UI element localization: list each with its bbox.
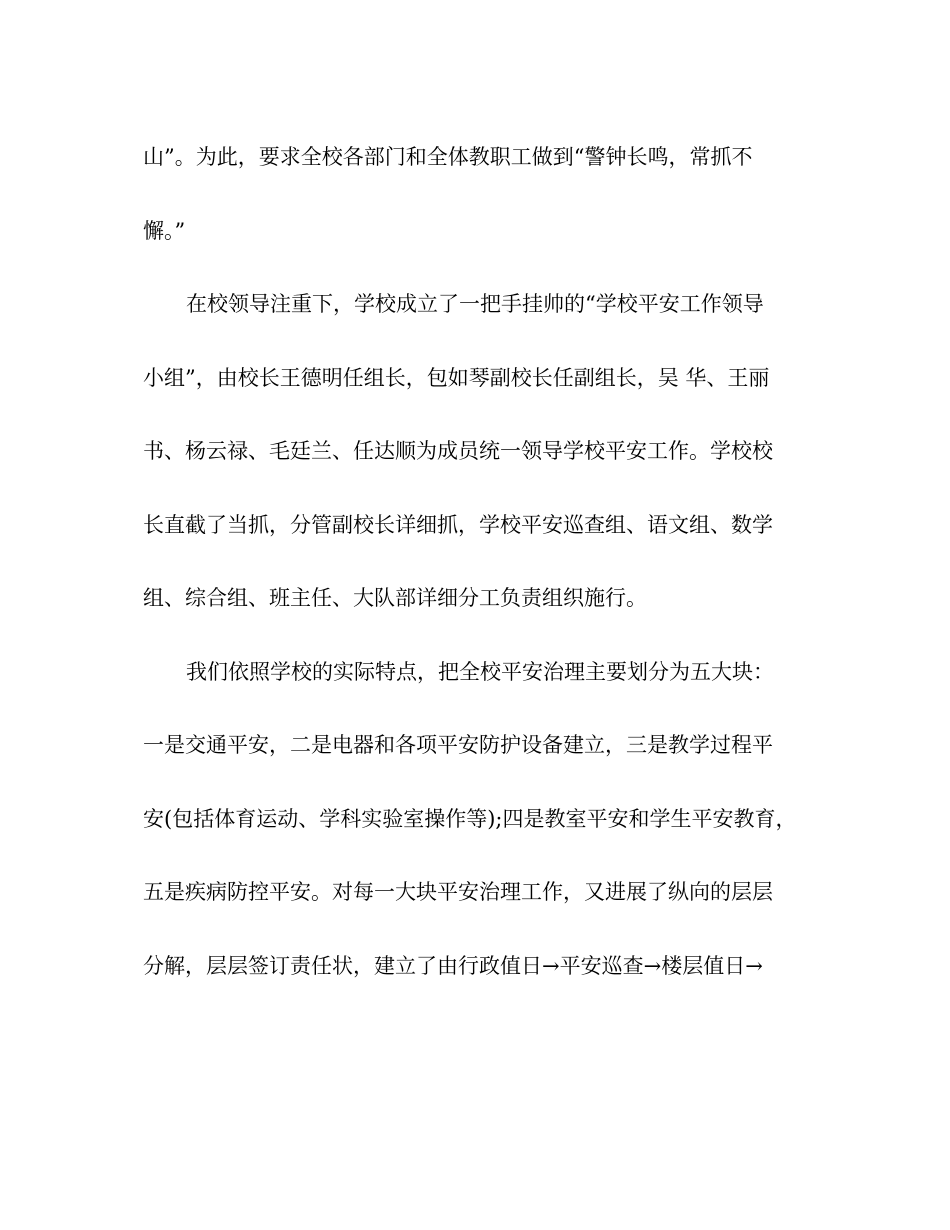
- text-line: 分解，层层签订责任状，建立了由行政值日→平安巡查→楼层值日→: [143, 953, 763, 978]
- text-line: 长直截了当抓，分管副校长详细抓，学校平安巡查组、语文组、数学: [143, 512, 773, 537]
- text-line: 安(包括体育运动、学科实验室操作等);四是教室平安和学生平安教育，: [143, 806, 797, 831]
- text-line: 山”。为此，要求全校各部门和全体教职工做到“警钟长鸣，常抓不: [143, 145, 753, 169]
- body-text: [143, 137, 823, 1019]
- text-line: 五是疾病防控平安。对每一大块平安治理工作，又进展了纵向的层层: [143, 880, 773, 904]
- text-line: 组、综合组、班主任、大队部详细分工负责组织施行。: [143, 586, 647, 610]
- text-line: 懈。”: [143, 218, 186, 243]
- text-line: 小组”，由校长王德明任组长，包如琴副校长任副组长，吴 华、王丽: [143, 365, 770, 390]
- text-line: 我们依照学校的实际特点，把全校平安治理主要划分为五大块：: [186, 659, 774, 684]
- text-line: 书、杨云禄、毛廷兰、任达顺为成员统一领导学校平安工作。学校校: [143, 439, 773, 463]
- text-line: 一是交通平安，二是电器和各项平安防护设备建立，三是教学过程平: [143, 733, 773, 757]
- text-line: 在校领导注重下，学校成立了一把手挂帅的“学校平安工作领导: [186, 292, 764, 316]
